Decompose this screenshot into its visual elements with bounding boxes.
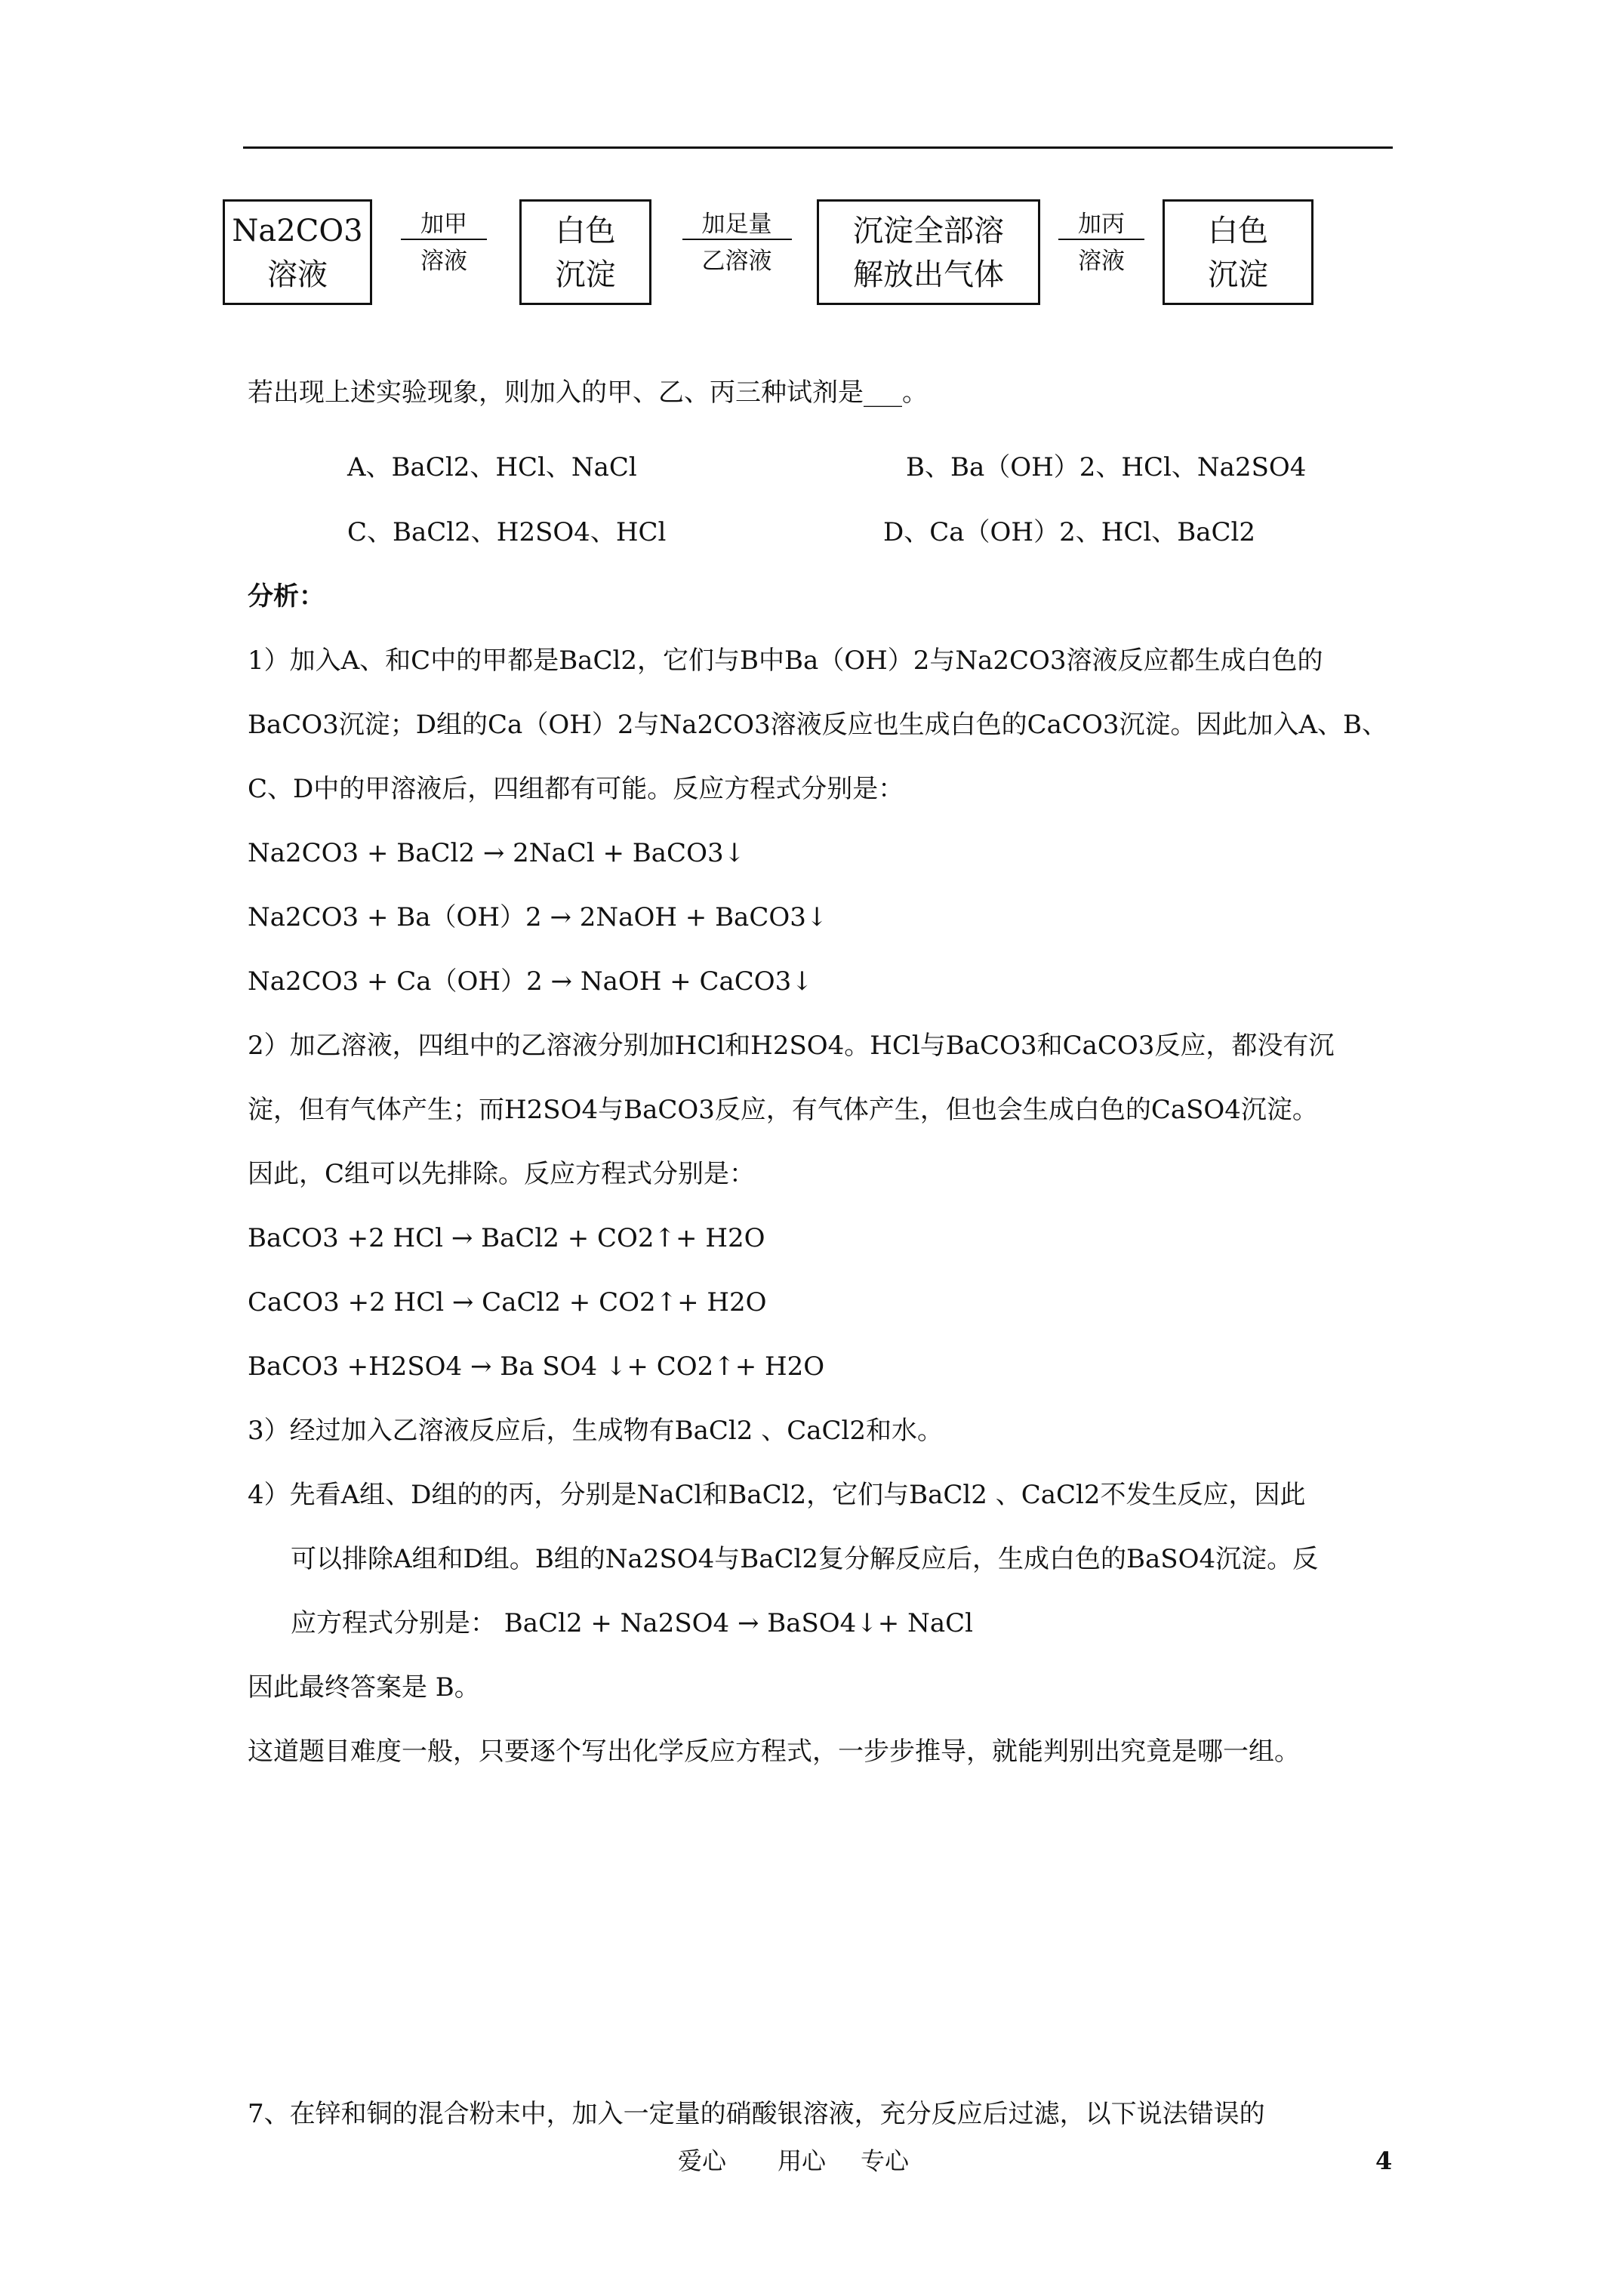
flow-arrow-add-yi <box>657 210 817 278</box>
answer-line: 因此最终答案是 B。 <box>248 1672 480 1703</box>
analysis-line: 4）先看A组、D组的的丙，分别是NaCl和BaCl2，它们与BaCl2 、CaCl2不发生反应，因此 <box>248 1480 1306 1510</box>
option-d: D、Ca（OH）2、HCl、BaCl2 <box>883 517 1256 547</box>
analysis-line: 因此，C组可以先排除。反应方程式分别是： <box>248 1159 756 1189</box>
experiment-flowchart <box>0 199 1623 310</box>
comment-line: 这道题目难度一般，只要逐个写出化学反应方程式，一步步推导，就能判别出究竟是哪一组。 <box>248 1737 1300 1767</box>
equation-line: Na2CO3 + Ca（OH）2 → NaOH + CaCO3↓ <box>248 966 813 997</box>
header-rule <box>243 146 1393 149</box>
flow-arrow-top: 加丙 <box>1058 210 1144 240</box>
flow-box-sodium-carbonate <box>223 199 372 305</box>
flow-box-line: 沉淀 <box>1208 257 1268 292</box>
option-a: A、BaCl2、HCl、NaCl <box>347 452 637 482</box>
analysis-line: C、D中的甲溶液后，四组都有可能。反应方程式分别是： <box>248 774 904 804</box>
flow-box-line: 沉淀全部溶 <box>853 214 1004 248</box>
flow-box-white-precipitate <box>519 199 651 305</box>
option-c: C、BaCl2、H2SO4、HCl <box>347 517 667 547</box>
flow-box-precipitate-dissolves <box>817 199 1040 305</box>
analysis-line: 2）加乙溶液，四组中的乙溶液分别加HCl和H2SO4。HCl与BaCO3和CaCO3反应，都没有沉 <box>248 1031 1335 1061</box>
flow-arrow-add-bing <box>1040 210 1163 278</box>
flow-box-line: 白色 <box>555 214 616 248</box>
page-number: 4 <box>1375 2147 1393 2175</box>
footer-zhuanxin: 专心 <box>861 2147 910 2175</box>
equation-line: CaCO3 +2 HCl → CaCl2 + CO2↑+ H2O <box>248 1287 767 1318</box>
flow-arrow-bottom: 乙溶液 <box>701 248 772 275</box>
analysis-line: 应方程式分别是： BaCl2 + Na2SO4 → BaSO4↓+ NaCl <box>291 1608 973 1638</box>
option-b: B、Ba（OH）2、HCl、Na2SO4 <box>906 452 1307 482</box>
analysis-heading: 分析： <box>248 581 325 612</box>
equation-line: Na2CO3 + Ba（OH）2 → 2NaOH + BaCO3↓ <box>248 902 828 932</box>
footer-aixin: 爱心 <box>678 2147 727 2175</box>
equation-line: BaCO3 +2 HCl → BaCl2 + CO2↑+ H2O <box>248 1223 765 1253</box>
flow-arrow-add-jia <box>372 210 516 278</box>
analysis-line: 1）加入A、和C中的甲都是BaCl2，它们与B中Ba（OH）2与Na2CO3溶液反应都生成白色的 <box>248 646 1323 676</box>
flow-box-line: Na2CO3 <box>232 214 363 248</box>
equation-line: Na2CO3 + BaCl2 → 2NaCl + BaCO3↓ <box>248 838 746 868</box>
next-question-line: 7、在锌和铜的混合粉末中，加入一定量的硝酸银溶液，充分反应后过滤，以下说法错误的 <box>248 2099 1265 2129</box>
flow-box-line: 溶液 <box>267 257 328 292</box>
flow-box-line: 解放出气体 <box>853 257 1004 292</box>
analysis-line: 3）经过加入乙溶液反应后，生成物有BaCl2 、CaCl2和水。 <box>248 1416 944 1446</box>
flow-arrow-bottom: 溶液 <box>1078 248 1125 275</box>
footer-yongxin: 用心 <box>778 2147 827 2175</box>
flow-arrow-top: 加甲 <box>401 210 487 240</box>
flow-box-white-precipitate-final <box>1163 199 1313 305</box>
flow-arrow-bottom: 溶液 <box>420 248 467 275</box>
flow-box-line: 白色 <box>1208 214 1268 248</box>
equation-line: BaCO3 +H2SO4 → Ba SO4 ↓+ CO2↑+ H2O <box>248 1351 825 1382</box>
flow-box-line: 沉淀 <box>555 257 616 292</box>
analysis-line: BaCO3沉淀；D组的Ca（OH）2与Na2CO3溶液反应也生成白色的CaCO3沉淀。因此加入A、B、 <box>248 710 1387 740</box>
question-text: 若出现上述实验现象，则加入的甲、乙、丙三种试剂是___。 <box>248 378 928 408</box>
flow-arrow-top: 加足量 <box>682 210 792 240</box>
analysis-line: 可以排除A组和D组。B组的Na2SO4与BaCl2复分解反应后，生成白色的BaSO4沉淀。反 <box>291 1544 1319 1574</box>
analysis-line: 淀，但有气体产生；而H2SO4与BaCO3反应，有气体产生，但也会生成白色的CaSO4沉淀。 <box>248 1095 1318 1125</box>
